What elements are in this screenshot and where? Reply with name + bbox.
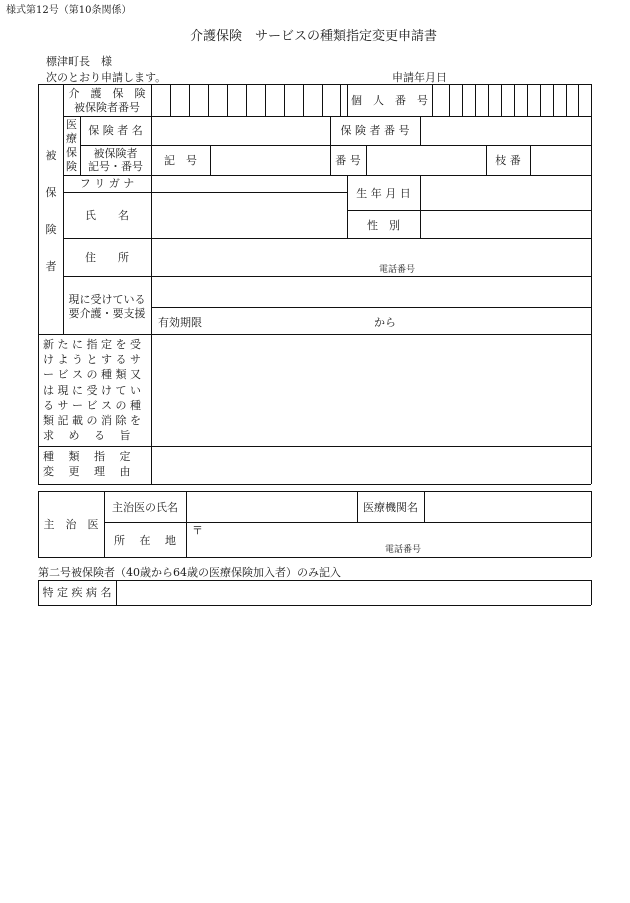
validity-label: 有効期限 <box>158 316 202 329</box>
edaban-field[interactable] <box>531 146 590 174</box>
validity-field[interactable] <box>205 308 590 333</box>
kaigo-number-field[interactable] <box>152 85 340 115</box>
address-field[interactable] <box>152 239 590 275</box>
postal-mark: 〒 <box>192 524 203 537</box>
iryo-hoken-label: 医 療 保 険 <box>66 118 77 173</box>
doctor-name-label: 主治医の氏名 <box>112 501 178 514</box>
doctor-label: 主 治 医 <box>43 518 99 531</box>
hokensha-number-label: 保 険 者 番 号 <box>340 124 410 137</box>
gender-field[interactable] <box>421 211 590 237</box>
hokensha-number-field[interactable] <box>421 117 590 144</box>
name-field[interactable] <box>152 193 346 237</box>
yokaigo-label-1: 現に受けている <box>68 293 146 306</box>
address-phone-label: 電話番号 <box>379 265 416 275</box>
institution-field[interactable] <box>425 492 590 521</box>
doctor-address-label: 所 在 地 <box>114 534 176 547</box>
application-date-label: 申請年月日 <box>392 71 447 84</box>
form-number: 様式第12号（第10条関係） <box>6 5 132 16</box>
kigo-label: 記 号 <box>164 154 197 167</box>
kojin-number-label: 個 人 番 号 <box>351 94 428 107</box>
service-description-field[interactable] <box>152 335 590 445</box>
furigana-field[interactable] <box>152 176 346 191</box>
kojin-number-field[interactable] <box>433 85 590 115</box>
institution-label: 医療機関名 <box>363 501 418 514</box>
bango-field[interactable] <box>367 146 485 174</box>
doctor-phone-label: 電話番号 <box>385 545 422 555</box>
name-label: 氏 名 <box>85 209 129 222</box>
addressee: 標津町長 様 <box>46 55 112 68</box>
kigo-bango-label-2: 記号・番号 <box>88 160 143 173</box>
validity-from-label: から <box>374 316 396 329</box>
hokensha-name-field[interactable] <box>152 117 329 144</box>
birthdate-field[interactable] <box>421 176 590 209</box>
change-reason-field[interactable] <box>152 447 590 483</box>
care-level-field[interactable] <box>152 277 590 306</box>
birthdate-label: 生 年 月 日 <box>356 187 411 200</box>
doctor-name-field[interactable] <box>187 492 356 521</box>
edaban-label: 枝 番 <box>495 154 521 167</box>
address-label: 住 所 <box>85 251 129 264</box>
kigo-field[interactable] <box>211 146 329 174</box>
hokensha-name-label: 保 険 者 名 <box>88 124 143 137</box>
disease-label: 特 定 疾 病 名 <box>42 586 112 599</box>
furigana-label: フ リ ガ ナ <box>79 177 135 190</box>
gender-label: 性 別 <box>367 219 400 232</box>
yokaigo-label-2: 要介護・要支援 <box>68 307 146 320</box>
insured-group-label: 被 保 険 者 <box>45 149 57 273</box>
form-title: 介護保険 サービスの種類指定変更申請書 <box>190 29 438 44</box>
second-insured-note: 第二号被保険者（40歳から64歳の医療保険加入者）のみ記入 <box>38 566 341 579</box>
kaigo-label-2: 被保険者番号 <box>74 101 140 114</box>
intro-text: 次のとおり申請します。 <box>46 71 167 84</box>
bango-label: 番 号 <box>335 154 361 167</box>
kigo-bango-label-1: 被保険者 <box>93 147 138 160</box>
disease-field[interactable] <box>117 581 590 604</box>
kaigo-label-1: 介 護 保 険 <box>68 87 146 100</box>
